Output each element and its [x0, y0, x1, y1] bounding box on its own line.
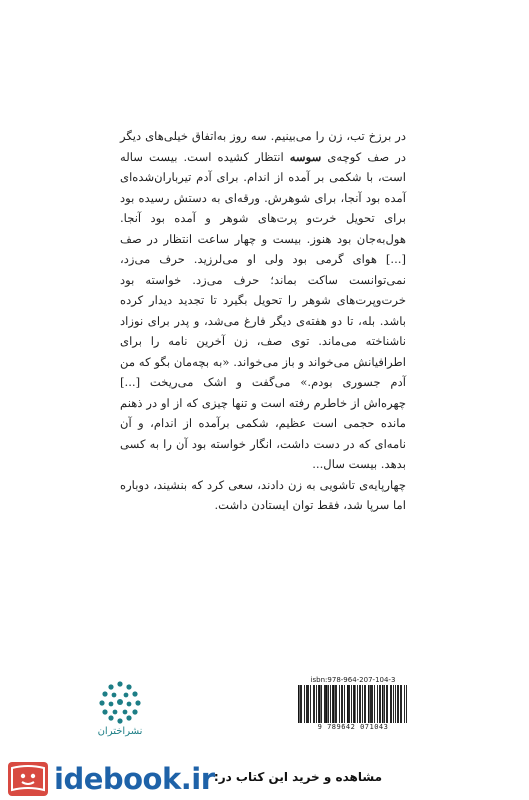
barcode-bar [354, 685, 356, 723]
barcode-bar [353, 685, 354, 723]
barcode-bar [321, 685, 322, 723]
barcode-bar [371, 685, 372, 723]
barcode-bar [310, 685, 311, 723]
barcode-bar [386, 685, 387, 723]
barcode-bar [382, 685, 384, 723]
barcode-bar [348, 685, 349, 723]
barcode-bar [301, 685, 302, 723]
footer-caption: مشاهده و خرید این کتاب در: [213, 770, 382, 784]
barcode-bar [325, 685, 326, 723]
barcode-bar [351, 685, 352, 723]
barcode-bar [316, 685, 317, 723]
barcode-bar [391, 685, 392, 723]
barcode-digits: 9 789642 071043 [317, 723, 389, 731]
barcode-bar [341, 685, 342, 723]
barcode-bar [326, 685, 328, 723]
blurb-paragraph-2: چهارپایه‌ی تاشویی به زن دادند، سعی کرد که بنشیند، دوباره اما سرپا شد، فقط توان ایستادن داشت. [120, 477, 406, 512]
barcode-bar [360, 685, 361, 723]
barcode-bar [324, 685, 325, 723]
barcode-bar [398, 685, 399, 723]
barcode-bar [330, 685, 331, 723]
publisher-name: نشراختران [97, 726, 143, 737]
barcode-bar [307, 685, 308, 723]
street-name-emphasis: سوسه [289, 149, 322, 164]
isbn-barcode [296, 676, 410, 734]
barcode-bar [357, 685, 358, 723]
barcode-bar [362, 685, 363, 723]
barcode-bar [393, 685, 394, 723]
barcode-bar [384, 685, 385, 723]
barcode-bar [328, 685, 329, 723]
barcode-bar [344, 685, 345, 723]
barcode-bar [313, 685, 314, 723]
barcode-bar [333, 685, 335, 723]
footer-banner[interactable] [0, 760, 529, 800]
barcode-bar [342, 685, 343, 723]
barcode-bar [336, 685, 337, 723]
barcode-bar [349, 685, 350, 723]
idebook-logo[interactable] [8, 761, 215, 797]
back-cover-blurb [120, 126, 406, 516]
barcode-bar [314, 685, 315, 723]
barcode-bar [374, 685, 375, 723]
site-name: idebook.ir [54, 762, 215, 796]
barcode-bar [397, 685, 398, 723]
barcode-bar [404, 685, 405, 723]
barcode-bar [368, 685, 370, 723]
barcode-bar [372, 685, 373, 723]
barcode-bar [377, 685, 378, 723]
barcode-bars [296, 685, 410, 723]
barcode-bar [339, 685, 340, 723]
barcode-bar [304, 685, 305, 723]
barcode-bar [298, 685, 300, 723]
barcode-bar [308, 685, 309, 723]
barcode-bar [318, 685, 319, 723]
barcode-bar [300, 685, 301, 723]
barcode-bar [359, 685, 360, 723]
barcode-bar [390, 685, 391, 723]
barcode-bar [332, 685, 333, 723]
book-face-icon [8, 762, 48, 796]
barcode-bar [370, 685, 371, 723]
barcode-bar [401, 685, 402, 723]
barcode-bar [400, 685, 401, 723]
barcode-bar [406, 685, 407, 723]
barcode-bar [319, 685, 321, 723]
barcode-bar [365, 685, 366, 723]
barcode-bar [335, 685, 336, 723]
barcode-bar [395, 685, 396, 723]
barcode-bar [364, 685, 365, 723]
barcode-bar [380, 685, 381, 723]
barcode-bar [387, 685, 388, 723]
barcode-bar [306, 685, 307, 723]
dotted-circle-logo-icon [98, 680, 142, 724]
barcode-bar [379, 685, 380, 723]
blurb-paragraph-1: در برزخ تب، زن را می‌بینیم. سه روز به‌اتفاق خیلی‌های دیگر در صف کوچه‌ی سوسه انتظار کشیده است. بیست ساله است، با شکمی بر آمده از اندام. برای آدم تیرباران‌شده‌ای آمده بود آنجا، برای شوهرش. ورقه‌ای به دستش رسیده بود برای تحویل خرت‌و پرت‌های شوهر و آمده بود آنجا. هول‌به‌جان بود هنوز. بیست و چهار ساعت انتظار در صف [...] هوای گرمی بود ولی او می‌لرزید. حرف می‌زد، نمی‌توانست ساکت بماند؛ حرف می‌زد. خواسته بود خرت‌وپرت‌های شوهر را تحویل بگیرد تا تجدید دیدار کرده باشد. بله، تا دو هفته‌ی دیگر فارغ می‌شد، و پدر برای نوزاد ناشناخته می‌ماند. توی صف، زن آخرین نامه را برای اطرافیانش می‌خواند و باز می‌خواند. «به بچه‌مان بگو که من آدم جسوری بودم.» می‌گفت و اشک می‌ریخت [...] چهره‌اش از خاطرم رفته است و تنها چیزی که از او در ذهنم مانده حجمی است عظیم، شکمی برآمده از اندام، و آن نامه‌ای که در دست داشت، انگار خواسته بود آن را به کسی بدهد. بیست سال... [120, 129, 406, 471]
isbn-text: isbn:978-964-207-104-3 [310, 676, 396, 684]
publisher-logo [93, 680, 147, 737]
